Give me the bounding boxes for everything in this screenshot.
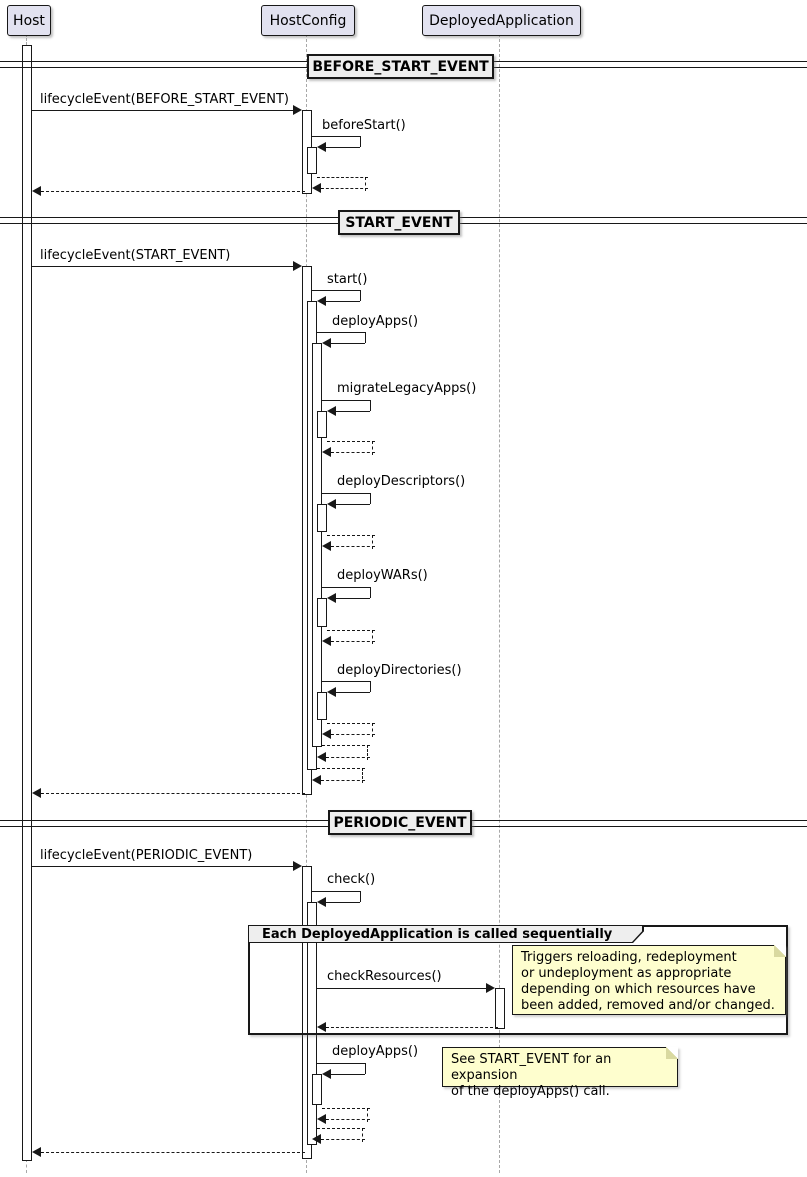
arrowhead-left-icon [327, 687, 336, 697]
note-line: of the deployApps() call. [451, 1084, 610, 1099]
message-label-deploywars: deployWARs() [337, 568, 428, 583]
participant-label: Host [13, 12, 45, 29]
self-return-line [331, 734, 375, 735]
message-label-check: check() [327, 872, 376, 887]
self-call-line [336, 692, 370, 693]
arrowhead-left-icon [327, 499, 336, 509]
divider-start-event [338, 210, 460, 235]
self-return-line [327, 535, 375, 536]
arrowhead-left-icon [322, 1069, 331, 1079]
self-call-line [360, 891, 361, 902]
arrowhead-left-icon [312, 1134, 321, 1144]
self-return-line [326, 757, 370, 758]
self-call-line [322, 587, 370, 588]
arrowhead-right-icon [293, 861, 302, 871]
self-return-line [327, 723, 375, 724]
activation-bar-deploydescriptors [317, 504, 327, 532]
activation-bar-deployapps-periodic [312, 1074, 322, 1105]
self-return-line [322, 1108, 370, 1109]
message-label-lifecycleevent-periodic: lifecycleEvent(PERIODIC_EVENT) [40, 848, 253, 863]
self-return-line [327, 630, 375, 631]
lifeline-host-bottom [26, 1159, 27, 1173]
self-call-line [312, 891, 360, 892]
note-line: been added, removed and/or changed. [521, 998, 775, 1013]
self-call-line [317, 1063, 365, 1064]
self-call-line [360, 136, 361, 147]
participant-host [7, 5, 51, 36]
self-return-line [321, 1139, 365, 1140]
divider-label: START_EVENT [345, 214, 453, 231]
self-return-line [331, 452, 375, 453]
self-return-line [317, 768, 365, 769]
arrowhead-left-icon [327, 593, 336, 603]
divider-periodic-event [328, 810, 472, 835]
self-call-line [336, 598, 370, 599]
self-call-line [331, 1074, 365, 1075]
self-call-line [365, 332, 366, 343]
message-label-checkresources: checkResources() [327, 969, 442, 984]
note-see-start-event [442, 1047, 678, 1099]
self-call-line [365, 1063, 366, 1074]
arrowhead-left-icon [322, 541, 331, 551]
self-call-line [317, 332, 365, 333]
arrowhead-left-icon [312, 183, 321, 193]
participant-hostconfig [261, 5, 355, 36]
arrowhead-left-icon [317, 1022, 326, 1032]
activation-bar-deploywars [317, 598, 327, 627]
message-line [317, 988, 486, 989]
divider-before-start-event [307, 54, 494, 79]
self-call-line [322, 681, 370, 682]
self-call-line [336, 504, 370, 505]
self-call-line [322, 400, 370, 401]
arrowhead-right-icon [293, 261, 302, 271]
divider-label: BEFORE_START_EVENT [312, 58, 489, 75]
self-call-line [326, 147, 360, 148]
arrowhead-left-icon [317, 897, 326, 907]
self-call-line [312, 136, 360, 137]
activation-bar-host [22, 45, 32, 1161]
group-header-label: Each DeployedApplication is called sequentially [262, 927, 613, 942]
self-call-line [312, 290, 360, 291]
message-label-deployapps-periodic: deployApps() [332, 1044, 419, 1059]
self-call-line [326, 902, 360, 903]
arrowhead-left-icon [317, 142, 326, 152]
activation-bar-beforestart [307, 147, 317, 174]
self-call-line [370, 493, 371, 504]
note-fold-icon [666, 1047, 678, 1059]
message-line [32, 110, 293, 111]
message-label-deploydirectories: deployDirectories() [337, 663, 462, 678]
message-label-deploydescriptors: deployDescriptors() [337, 474, 466, 489]
divider-label: PERIODIC_EVENT [333, 814, 467, 831]
arrowhead-left-icon [322, 338, 331, 348]
arrowhead-left-icon [322, 729, 331, 739]
self-call-line [326, 301, 360, 302]
self-call-line [370, 587, 371, 598]
arrowhead-left-icon [317, 752, 326, 762]
message-label-lifecycleevent-before-start: lifecycleEvent(BEFORE_START_EVENT) [40, 92, 289, 107]
message-label-migratelegacyapps: migrateLegacyApps() [337, 381, 477, 396]
message-label-start: start() [327, 272, 368, 287]
self-return-line [331, 546, 375, 547]
arrowhead-left-icon [317, 1114, 326, 1124]
arrowhead-left-icon [322, 447, 331, 457]
message-line [32, 266, 293, 267]
self-return-line [327, 441, 375, 442]
arrowhead-left-icon [327, 406, 336, 416]
note-line: depending on which resources have [521, 982, 756, 997]
self-call-line [331, 343, 365, 344]
return-line [41, 793, 305, 794]
participant-label: DeployedApplication [429, 12, 574, 29]
arrowhead-left-icon [322, 636, 331, 646]
note-line: or undeployment as appropriate [521, 966, 732, 981]
self-return-line [317, 177, 368, 178]
return-line [41, 1152, 305, 1153]
arrowhead-left-icon [32, 186, 41, 196]
participant-deployedapplication [422, 5, 581, 36]
self-call-line [370, 681, 371, 692]
arrowhead-left-icon [312, 775, 321, 785]
arrowhead-left-icon [317, 296, 326, 306]
self-return-line [321, 780, 365, 781]
self-return-line [317, 1128, 365, 1129]
message-label-beforestart: beforeStart() [322, 118, 406, 133]
self-return-line [322, 745, 370, 746]
arrowhead-right-icon [293, 105, 302, 115]
participant-label: HostConfig [269, 12, 347, 29]
return-line [326, 1027, 498, 1028]
self-call-line [370, 400, 371, 411]
activation-bar-deployapps [312, 343, 322, 747]
note-line: See START_EVENT for an expansion [451, 1052, 612, 1083]
activation-bar-deploydirectories [317, 692, 327, 720]
note-triggers-reloading [512, 945, 786, 1015]
note-fold-icon [774, 945, 786, 957]
self-call-line [360, 290, 361, 301]
arrowhead-left-icon [32, 1147, 41, 1157]
activation-bar-migratelegacyapps [317, 411, 327, 438]
arrowhead-left-icon [32, 788, 41, 798]
return-line [41, 191, 305, 192]
self-return-line [321, 188, 368, 189]
message-line [32, 866, 293, 867]
message-label-lifecycleevent-start: lifecycleEvent(START_EVENT) [40, 248, 231, 263]
self-return-line [326, 1119, 370, 1120]
self-call-line [336, 411, 370, 412]
arrowhead-right-icon [486, 983, 495, 993]
self-return-line [331, 641, 375, 642]
self-call-line [322, 493, 370, 494]
note-line: Triggers reloading, redeployment [521, 950, 737, 965]
message-label-deployapps: deployApps() [332, 314, 419, 329]
